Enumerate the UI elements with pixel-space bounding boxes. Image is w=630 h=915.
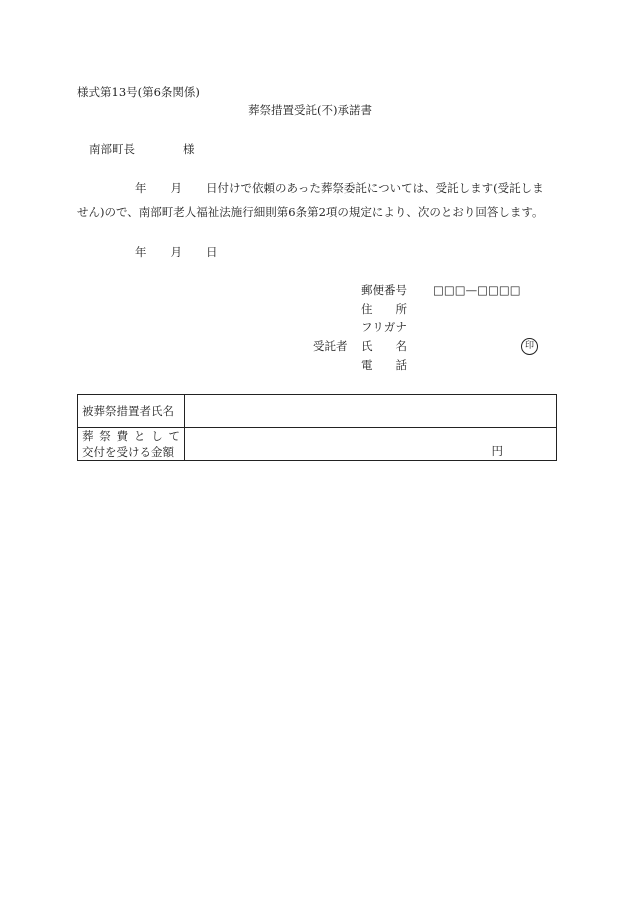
postal-code-row <box>361 284 521 298</box>
amount-field[interactable] <box>185 428 557 461</box>
furigana-row <box>361 321 407 335</box>
table-row <box>78 395 557 428</box>
addressee-name: 南部町長 <box>89 142 135 156</box>
deceased-name-field[interactable] <box>185 395 557 428</box>
seal-icon: 印 <box>521 338 538 355</box>
body-year-unit: 年 <box>135 181 147 195</box>
date-day-unit: 日 <box>206 245 218 259</box>
name-label: 氏名 <box>361 339 407 353</box>
body-line-1-text: 日付けで依頼のあった葬祭委託については、受託します(受託しま <box>206 181 544 195</box>
postal-code-boxes: □□□—□□□□ <box>433 283 521 297</box>
addressee-honorific: 様 <box>183 142 195 156</box>
phone-label: 電話 <box>361 358 407 372</box>
info-table <box>77 394 557 461</box>
name-row <box>361 340 407 354</box>
date-line <box>77 246 218 260</box>
document-title: 葬祭措置受託(不)承諾書 <box>248 103 372 117</box>
form-number-label: 様式第13号(第6条関係) <box>77 85 200 99</box>
furigana-label: フリガナ <box>361 320 407 334</box>
table-row <box>78 428 557 461</box>
trustee-role-label: 受託者 <box>313 339 348 353</box>
yen-unit: 円 <box>491 444 503 458</box>
deceased-name-label: 被葬祭措置者氏名 <box>78 395 185 428</box>
body-line-2: せん)ので、南部町老人福祉法施行細則第6条第2項の規定により、次のとおり回答します。 <box>77 205 544 219</box>
amount-label-line-1: 葬祭費として <box>82 429 180 443</box>
address-row <box>361 303 407 317</box>
postal-code-label: 郵便番号 <box>361 283 407 297</box>
date-year-unit: 年 <box>135 245 147 259</box>
amount-label <box>78 428 185 461</box>
amount-label-line-2: 交付を受ける金額 <box>82 445 174 459</box>
body-month-unit: 月 <box>170 181 182 195</box>
phone-row <box>361 359 407 373</box>
address-label: 住所 <box>361 302 407 316</box>
date-month-unit: 月 <box>170 245 182 259</box>
body-line-1 <box>77 182 544 196</box>
